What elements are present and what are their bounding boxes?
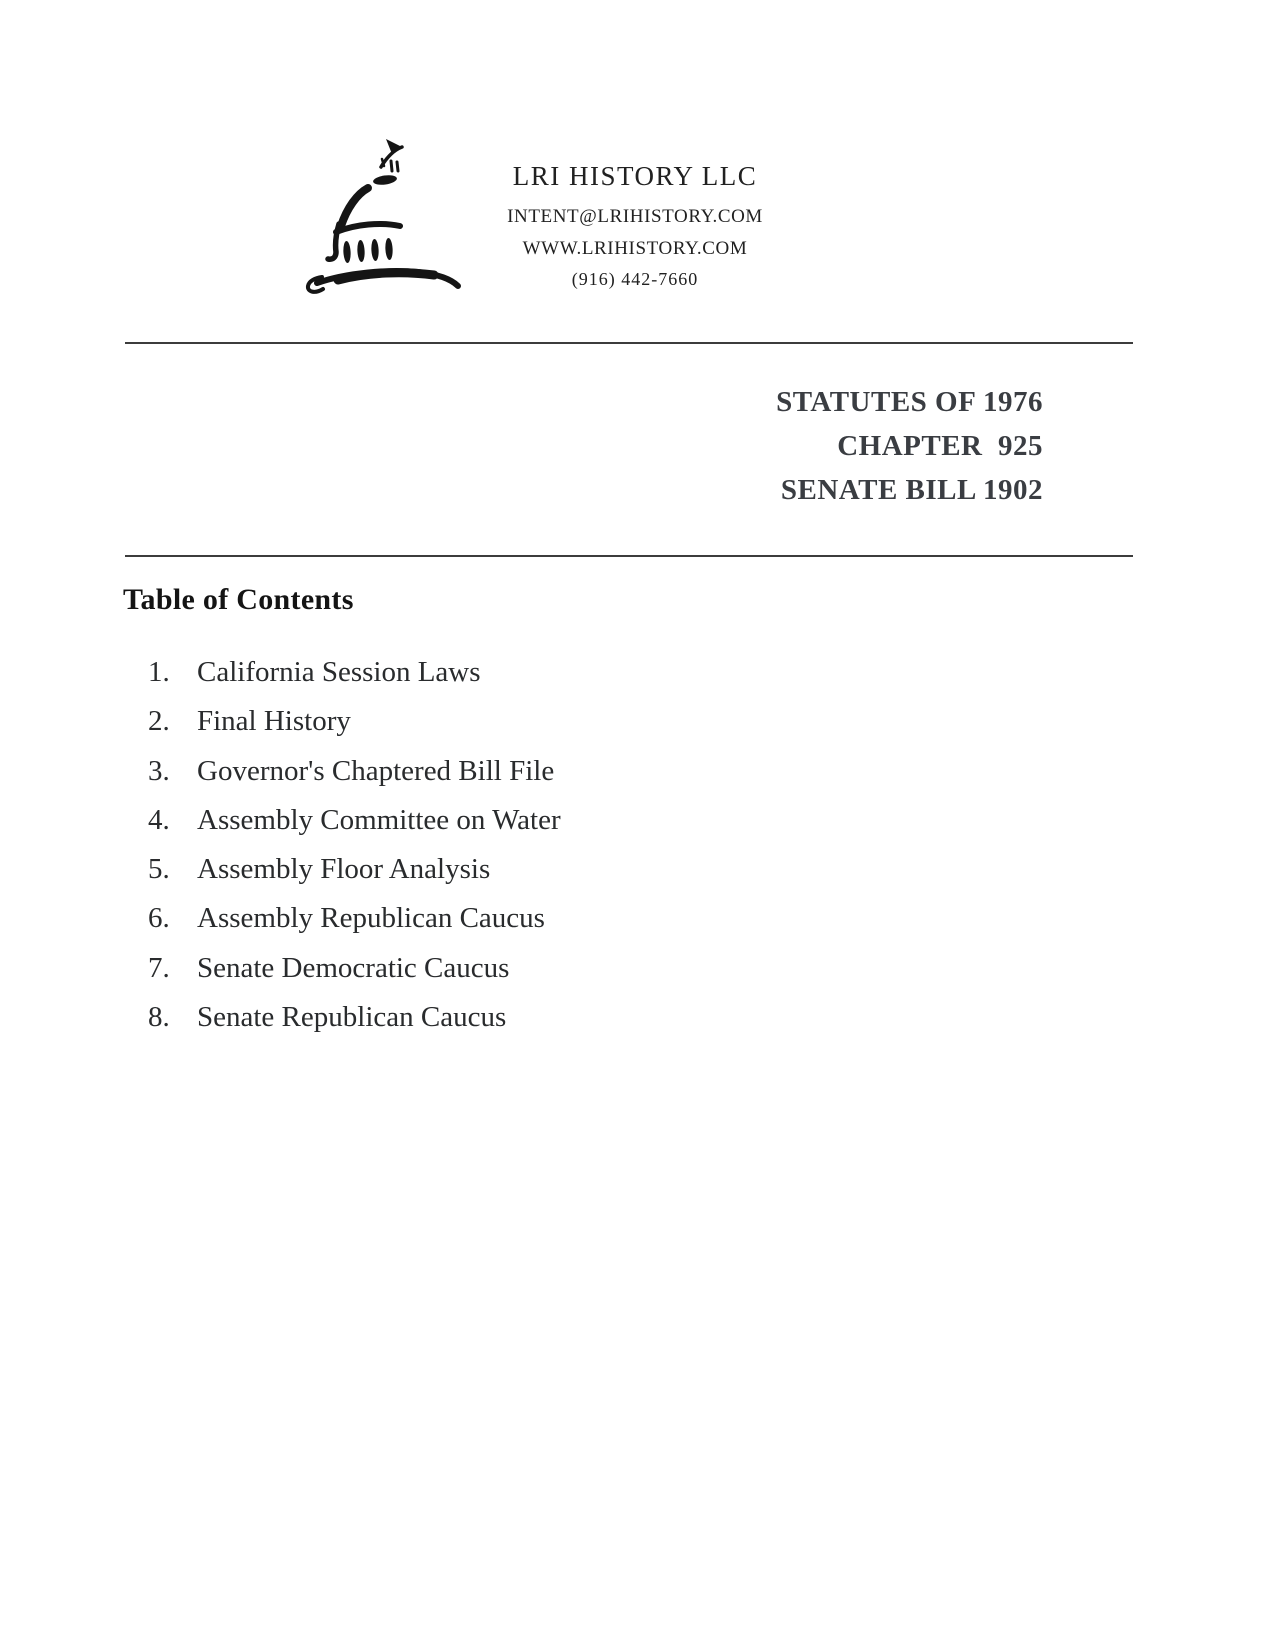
toc-item-number: 8.: [148, 1001, 170, 1034]
case-header: [776, 380, 1043, 512]
toc-item-number: 2.: [148, 705, 170, 738]
toc-item-label: Final History: [197, 705, 351, 738]
toc-item: [148, 648, 561, 697]
toc-item-label: Senate Democratic Caucus: [197, 951, 510, 984]
toc-item-label: Assembly Republican Caucus: [197, 902, 545, 935]
senate-bill-line: SENATE BILL 1902: [780, 474, 1043, 506]
toc-item: [148, 894, 561, 943]
toc-item-number: 7.: [148, 951, 170, 984]
toc-item-number: 5.: [148, 853, 170, 886]
company-name: LRI HISTORY LLC: [512, 161, 758, 191]
company-website: WWW.LRIHISTORY.COM: [522, 238, 748, 259]
toc-item: [148, 845, 561, 894]
toc-list: [148, 648, 561, 1042]
toc-item: [148, 993, 561, 1042]
section-divider: [125, 555, 1133, 557]
toc-item-number: 1.: [148, 656, 170, 688]
company-email: INTENT@LRIHISTORY.COM: [507, 206, 763, 227]
toc-item-number: 4.: [148, 803, 170, 836]
toc-item-label: Assembly Committee on Water: [197, 803, 561, 836]
toc-item-label: Governor's Chaptered Bill File: [197, 754, 555, 787]
toc-item-label: Senate Republican Caucus: [197, 1001, 507, 1034]
capitol-dome-sketch-icon: [296, 128, 468, 300]
toc-item: [148, 944, 561, 993]
toc-item-number: 3.: [148, 754, 170, 787]
header-divider: [125, 342, 1133, 344]
toc-item-number: 6.: [148, 902, 170, 935]
statutes-line: STATUTES OF 1976: [776, 386, 1043, 418]
toc-item: [148, 747, 561, 796]
company-phone: (916) 442-7660: [571, 269, 699, 289]
chapter-line: CHAPTER 925: [837, 430, 1043, 462]
toc-item: [148, 697, 561, 746]
toc-item: [148, 796, 561, 845]
brand-header: [454, 161, 816, 290]
toc-item-label: Assembly Floor Analysis: [197, 853, 491, 886]
toc-heading: Table of Contents: [123, 583, 354, 616]
toc-item-label: California Session Laws: [197, 656, 481, 688]
